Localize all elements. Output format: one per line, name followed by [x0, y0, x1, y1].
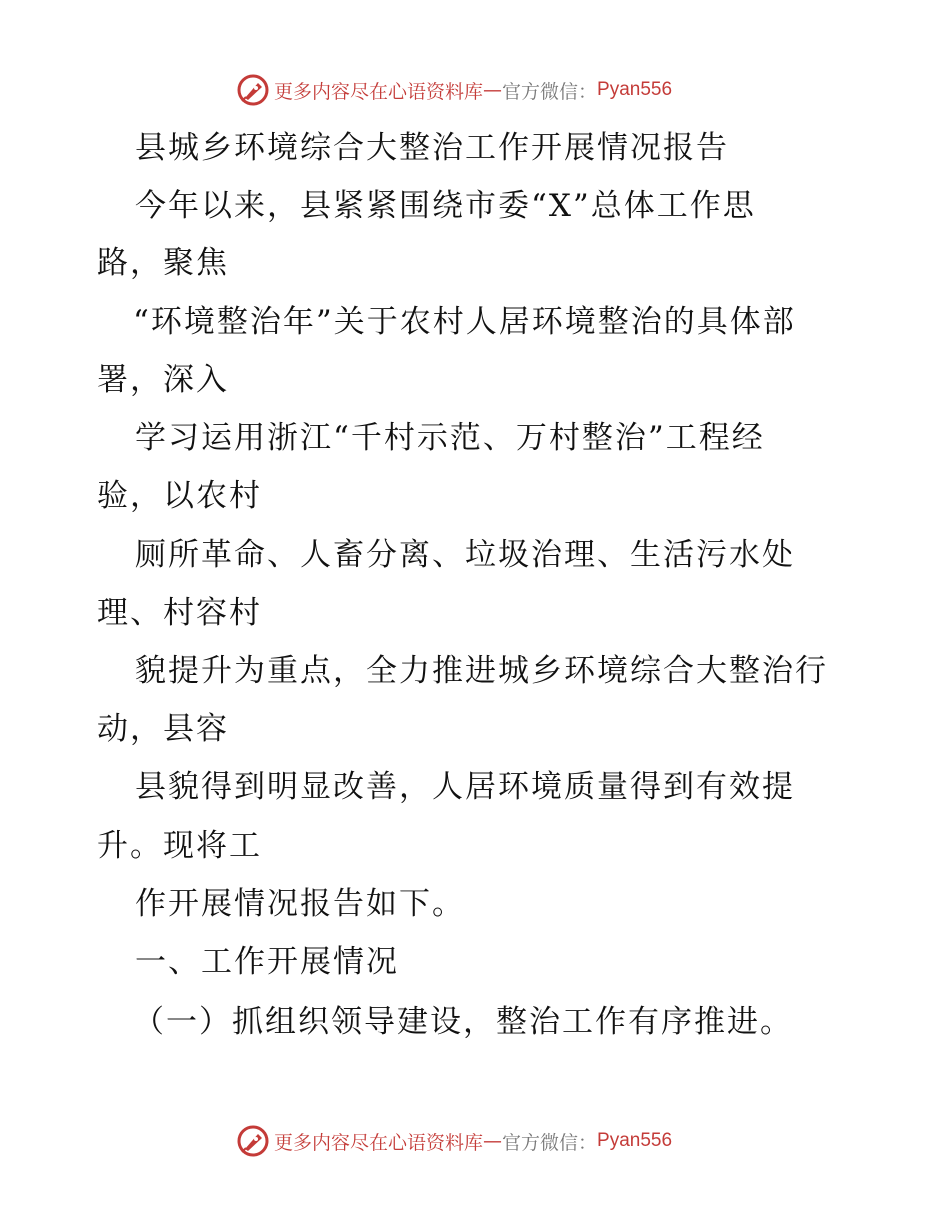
watermark-account: Pyan556: [597, 1130, 673, 1151]
footer-watermark: [236, 1123, 672, 1159]
paragraph-line: “环境整治年”关于农村人居环境整治的具体部: [133, 304, 796, 340]
pen-nib-logo-icon: [236, 1124, 270, 1158]
paragraph-line: 升。现将工: [97, 828, 262, 864]
paragraph-line: 动，县容: [97, 711, 229, 747]
watermark-brand: 更多内容尽在心语资料库: [274, 80, 484, 103]
paragraph-line: 县貌得到明显改善，人居环境质量得到有效提: [135, 769, 795, 805]
watermark-label: 官方微信：: [502, 1131, 598, 1154]
document-title: 县城乡环境综合大整治工作开展情况报告: [135, 130, 729, 166]
paragraph-line: 路，聚焦: [97, 245, 229, 281]
watermark-label: 官方微信：: [502, 80, 598, 103]
paragraph-line: 厕所革命、人畜分离、垃圾治理、生活污水处: [135, 537, 795, 573]
header-watermark: [236, 72, 672, 108]
paragraph-line: 今年以来，县紧紧围绕市委“X”总体工作思: [135, 188, 756, 224]
paragraph-line: 作开展情况报告如下。: [135, 886, 465, 922]
section-heading: 一、工作开展情况: [135, 944, 399, 980]
paragraph-line: 理、村容村: [97, 595, 262, 631]
paragraph-line: 貌提升为重点，全力推进城乡环境综合大整治行: [135, 653, 828, 689]
paragraph-line: 验，以农村: [97, 478, 262, 514]
watermark-dash: —: [483, 1130, 503, 1152]
watermark-brand: 更多内容尽在心语资料库: [274, 1131, 484, 1154]
pen-nib-logo-icon: [236, 73, 270, 107]
paragraph-line: 署，深入: [97, 362, 229, 398]
subsection-heading: （一）抓组织领导建设，整治工作有序推进。: [133, 1004, 793, 1040]
watermark-account: Pyan556: [597, 79, 673, 100]
watermark-dash: —: [483, 79, 503, 101]
paragraph-line: 学习运用浙江“千村示范、万村整治”工程经: [135, 420, 765, 456]
